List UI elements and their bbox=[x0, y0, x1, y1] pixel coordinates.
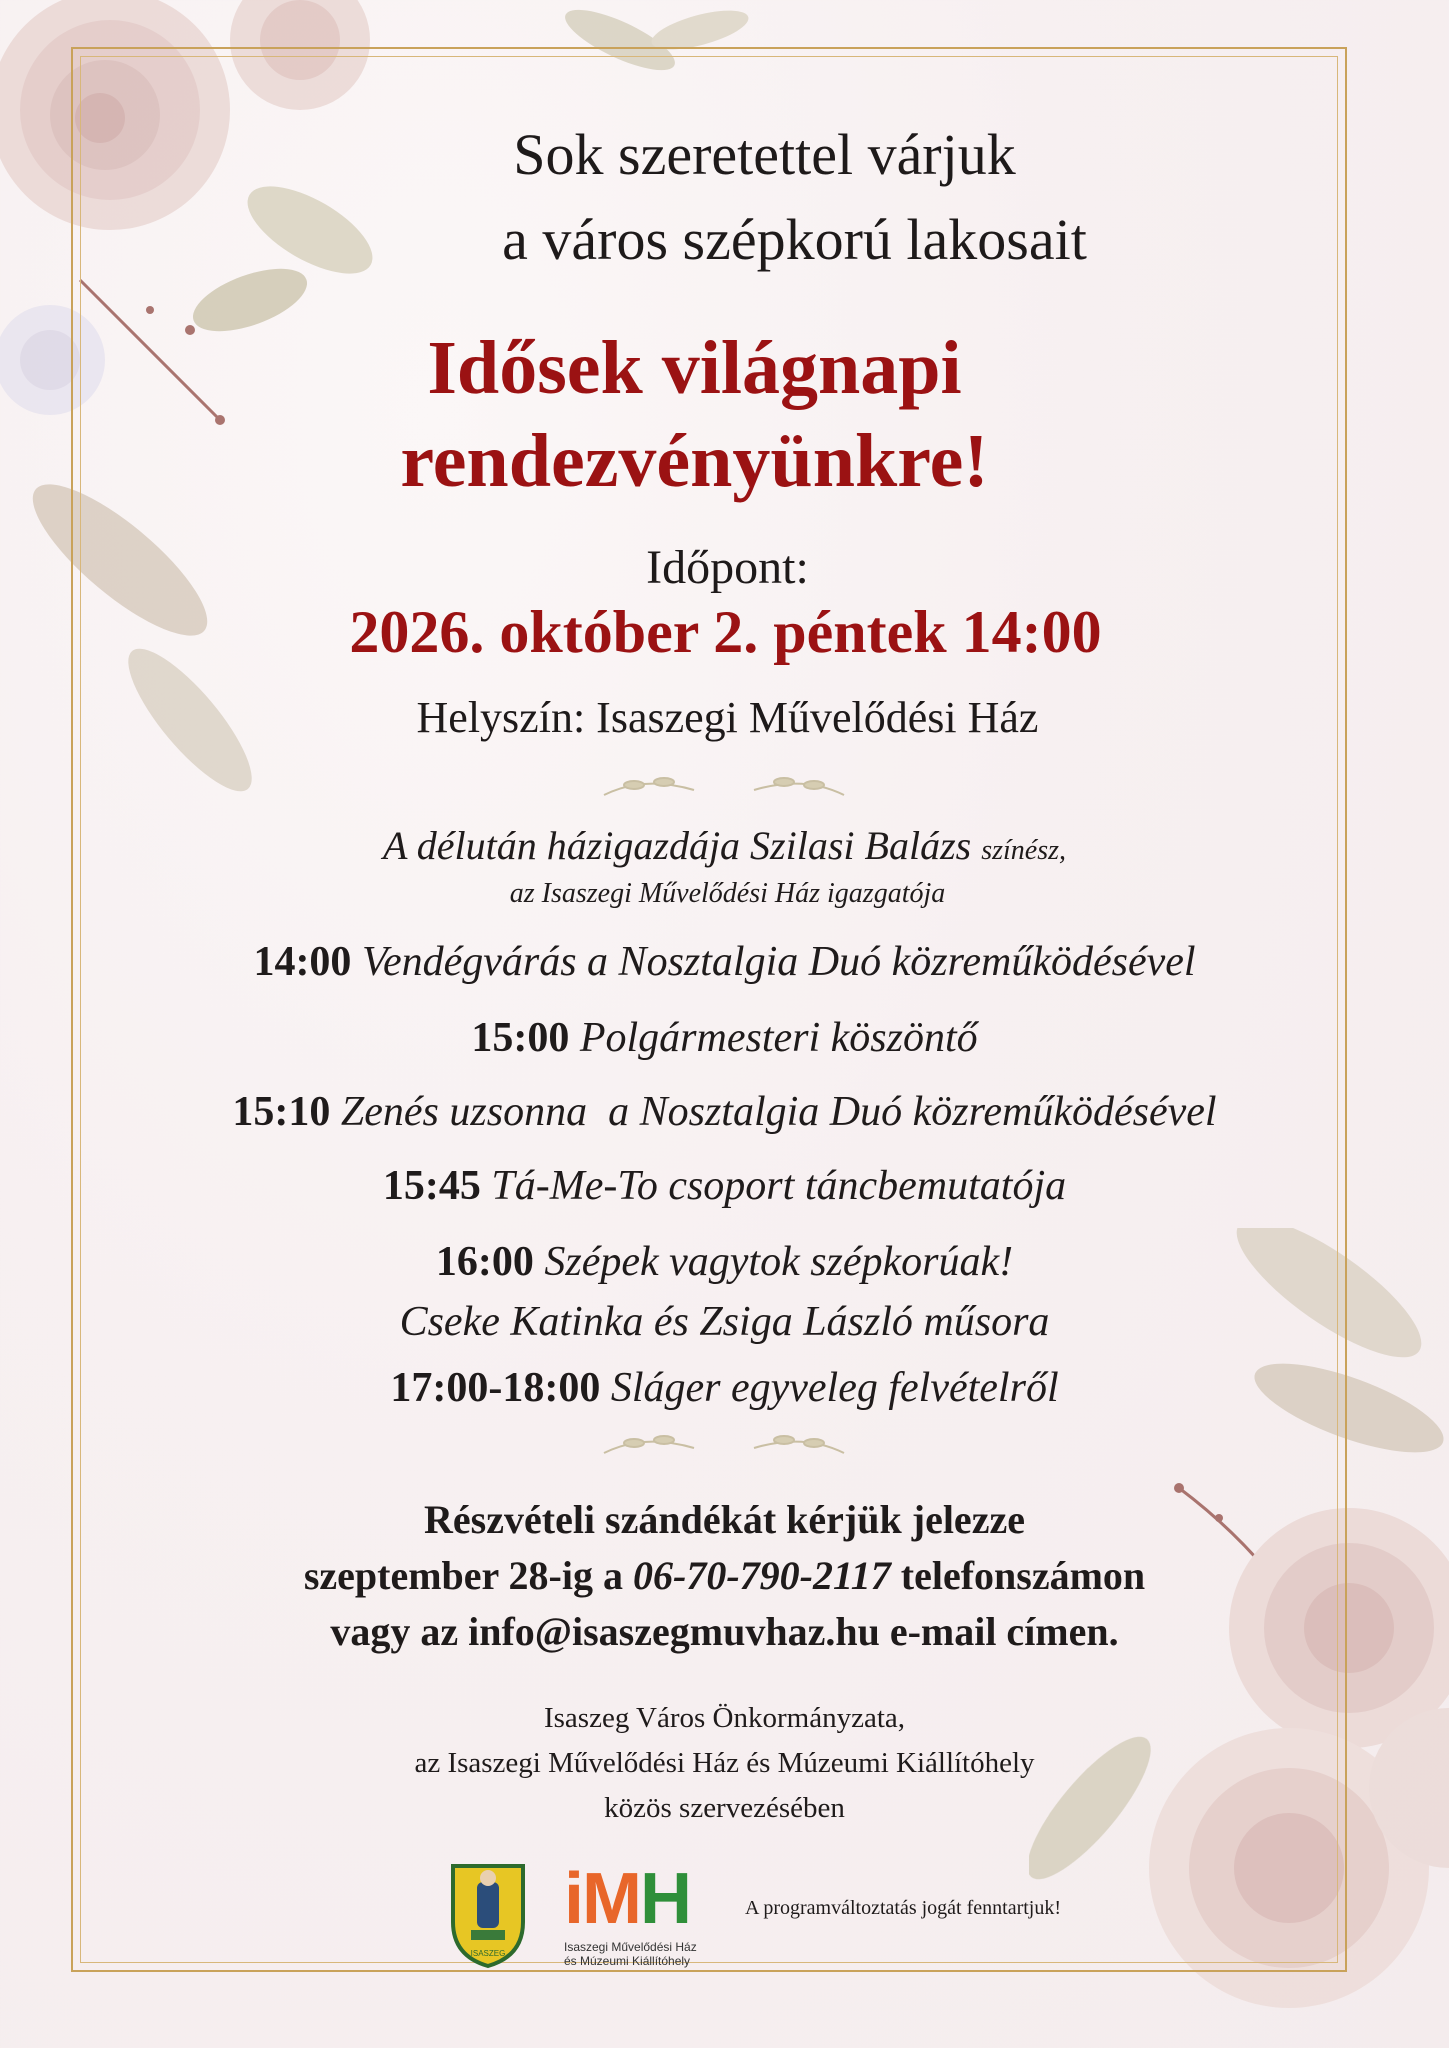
organizer-line-2: az Isaszegi Művelődési Ház és Múzeumi Kiállítóhely bbox=[414, 1747, 1035, 1779]
rsvp-phone: 06-70-790-2117 bbox=[633, 1553, 891, 1598]
intro-line-1: Sok szeretettel várjuk bbox=[513, 122, 1016, 187]
program-time: 17:00-18:00 bbox=[390, 1365, 601, 1411]
program-item-continuation: Cseke Katinka és Zsiga László műsora bbox=[399, 1299, 1050, 1345]
program-time: 16:00 bbox=[435, 1239, 534, 1285]
program-time: 15:10 bbox=[232, 1089, 331, 1135]
program-item bbox=[0, 1238, 1449, 1286]
rsvp-line-2 bbox=[0, 1548, 1449, 1604]
program-item bbox=[0, 1014, 1449, 1062]
rsvp-phone-suffix: telefonszámon bbox=[900, 1553, 1146, 1598]
host-line-1 bbox=[0, 822, 1449, 869]
rsvp-deadline: szeptember 28-ig a bbox=[303, 1553, 623, 1598]
title-line-1: Idősek világnapi bbox=[427, 326, 962, 410]
time-label: Időpont: bbox=[646, 541, 809, 594]
imh-logo-subtitle-2: és Múzeumi Kiállítóhely bbox=[564, 1954, 691, 1968]
reserve-rights-notice: A programváltoztatás jogát fenntartjuk! bbox=[745, 1897, 1062, 1919]
imh-logo bbox=[564, 1858, 729, 1968]
host-line-2: az Isaszegi Művelődési Ház igazgatója bbox=[509, 878, 946, 909]
title-line-2: rendezvényünkre! bbox=[400, 419, 989, 503]
program-item bbox=[0, 1088, 1449, 1136]
program-time: 14:00 bbox=[253, 939, 352, 985]
program-item bbox=[0, 1364, 1449, 1412]
ornament-divider-top bbox=[584, 770, 864, 810]
imh-logo-letters: iMH bbox=[564, 1859, 690, 1939]
program-text: Vendégvárás a Nosztalgia Duó közreműködésével bbox=[361, 939, 1196, 985]
crest-text: ISASZEG bbox=[470, 1949, 506, 1958]
event-date: 2026. október 2. péntek 14:00 bbox=[349, 599, 1102, 665]
program-item bbox=[0, 1162, 1449, 1210]
host-name: A délután házigazdája Szilasi Balázs bbox=[383, 823, 972, 868]
program-text: Szépek vagytok szépkorúak! bbox=[544, 1239, 1014, 1285]
rsvp-line-3: vagy az info@isaszegmuvhaz.hu e-mail címen. bbox=[330, 1609, 1119, 1654]
event-place: Helyszín: Isaszegi Művelődési Ház bbox=[416, 693, 1039, 742]
program-text: Zenés uzsonna a Nosztalgia Duó közreműködésével bbox=[340, 1089, 1217, 1135]
program-time: 15:45 bbox=[382, 1163, 481, 1209]
host-role: színész, bbox=[981, 835, 1066, 866]
ornament-divider-bottom bbox=[584, 1428, 864, 1468]
program-text: Polgármesteri köszöntő bbox=[579, 1015, 978, 1061]
organizer-line-3: közös szervezésében bbox=[604, 1792, 845, 1824]
program-text: Sláger egyveleg felvételről bbox=[610, 1365, 1059, 1411]
program-time: 15:00 bbox=[471, 1015, 570, 1061]
rsvp-line-1: Részvételi szándékát kérjük jelezze bbox=[424, 1497, 1025, 1542]
isaszeg-crest-logo bbox=[447, 1860, 529, 1970]
program-text: Tá-Me-To csoport táncbemutatója bbox=[491, 1163, 1067, 1209]
intro-line-2: a város szépkorú lakosait bbox=[502, 207, 1087, 272]
organizer-line-1: Isaszeg Város Önkormányzata, bbox=[543, 1702, 906, 1734]
imh-logo-subtitle-1: Isaszegi Művelődési Ház bbox=[564, 1940, 697, 1954]
program-item bbox=[0, 938, 1449, 986]
